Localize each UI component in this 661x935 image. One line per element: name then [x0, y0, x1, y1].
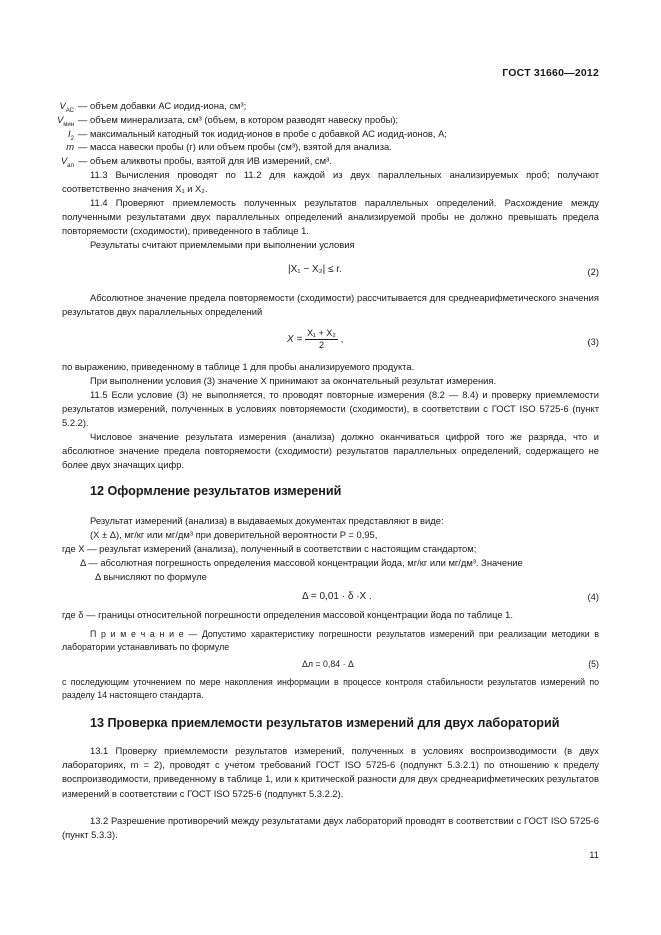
note-continuation: с последующим уточнением по мере накопления информации в процессе контроля стабильности результатов измерений по разделу 14 настоящего стандарта.	[62, 677, 599, 701]
definition-symbol: m	[66, 141, 74, 152]
formula-2-number: (2)	[587, 266, 599, 277]
formula-3: X = $\frac{\text{X₁ + X₂}}{2}$ ,	[287, 328, 344, 350]
formula-3-number: (3)	[587, 336, 599, 347]
formula-3-fraction: $\frac{\text{X₁ + X₂}}{2}$	[307, 328, 336, 350]
standard-header: ГОСТ 31660—2012	[502, 67, 599, 79]
paragraph-11-3: 11.3 Вычисления проводят по 11.2 для каждой из двух параллельных анализируемых проб; получают соответственно значения X₁ и X₂.	[62, 169, 599, 195]
definition-symbol: $V_{мин}$	[56, 114, 74, 128]
section-13-title: 13 Проверка приемлемости результатов измерений для двух лабораторий	[90, 716, 560, 730]
paragraph-by-expression: по выражению, приведенному в таблице 1 для пробы анализируемого продукта.	[62, 361, 415, 372]
definition-symbol: $V_{АС}$	[59, 100, 74, 114]
section-12-title: 12 Оформление результатов измерений	[90, 484, 342, 498]
definition-item: $V_{ал}$ — объем аликвоты пробы, взятой для ИВ измерений, см³.	[44, 154, 332, 173]
section-12-delta-line1: Δ — абсолютная погрешность определения массовой концентрации йода, мг/кг или мг/дм³. Значение	[80, 557, 523, 568]
paragraph-11-4: 11.4 Проверяют приемлемость полученных результатов параллельных определений. Расхождение между полученными результатами двух параллельных определений анализируемой пробы не должно превышать предела повторяемости (сходимости), приведенного в таблице 1.	[62, 197, 599, 237]
paragraph-13-2: 13.2 Разрешение противоречий между результатами двух лабораторий проводят в соответствии с ГОСТ ISO 5725-6 (пункт 5.3.3).	[62, 815, 599, 841]
definition-item: $I_2$ — максимальный катодный ток иодид-ионов в пробе с добавкой АС иодид-ионов, А;	[44, 127, 447, 146]
formula-2: |X₁ − X₂| ≤ r.	[288, 264, 342, 275]
paragraph-13-1: 13.1 Проверку приемлемости результатов измерений, полученных в условиях воспроизводимости (в двух лабораториях, m = 2), проводят с учетом требований ГОСТ ISO 5725-6 (подпункт 5.3.2.1) по отношению к пределу воспроизводимости, приведенному в таблице 1, или к критической разности для двух среднеарифметических результатов измерений в соответствии с ГОСТ ISO 5725-6 (подпункт 5.3.2.2).	[62, 745, 599, 799]
definition-item: $V_{мин}$ — объем минерализата, см³ (объем, в котором разводят навеску пробы);	[44, 113, 398, 132]
definition-symbol: $V_{ал}$	[60, 155, 74, 169]
section-12-delta-line2: Δ вычисляют по формуле	[95, 571, 207, 582]
note-text: П р и м е ч а н и е — Допустимо характеристику погрешности результатов измерений при реализации методики в лаборатории устанавливать по формуле	[62, 629, 599, 653]
page-number: 11	[589, 849, 599, 860]
formula-4: Δ = 0,01 · δ ·X .	[302, 591, 372, 602]
paragraph-abs-limit: Абсолютное значение предела повторяемости (сходимости) рассчитывается для среднеарифметического значения результатов двух параллельных определений	[62, 292, 599, 318]
paragraph-numeric-value: Числовое значение результата измерения (анализа) должно оканчиваться цифрой того же разряда, что и абсолютное значение предела повторяемости (сходимости) результатов параллельных определений, содержащего не более двух значащих цифр.	[62, 431, 599, 471]
section-12-where-delta: где δ — границы относительной погрешности определения массовой концентрации йода по таблице 1.	[62, 609, 513, 620]
section-12-intro: Результат измерений (анализа) в выдаваемых документах представляют в виде:	[90, 515, 444, 526]
paragraph-condition: Результаты считают приемлемыми при выполнении условия	[90, 239, 355, 250]
formula-5-number: (5)	[588, 659, 599, 669]
formula-5: Δл = 0,84 · Δ	[302, 659, 354, 669]
paragraph-11-5: 11.5 Если условие (3) не выполняется, то проводят повторные измерения (8.2 — 8.4) и проверку приемлемости результатов измерений, полученных в условиях повторяемости (сходимости), в соответствии с ГОСТ ISO 5725-6 (пункт 5.2.2).	[62, 389, 599, 429]
section-12-form: (X ± Δ), мг/кг или мг/дм³ при доверительной вероятности P = 0,95,	[90, 529, 378, 540]
definition-item: $V_{АС}$ — объем добавки АС иодид-иона, см³;	[44, 99, 246, 118]
paragraph-when-condition: При выполнении условия (3) значение X принимают за окончательный результат измерения.	[90, 375, 497, 386]
definition-item: m — масса навески пробы (г) или объем пробы (см³), взятой для анализа.	[44, 140, 392, 159]
definition-symbol: $I_2$	[68, 128, 74, 142]
formula-4-number: (4)	[587, 591, 599, 602]
section-12-where-x: где X — результат измерений (анализа), полученный в соответствии с настоящим стандартом;	[62, 543, 477, 554]
